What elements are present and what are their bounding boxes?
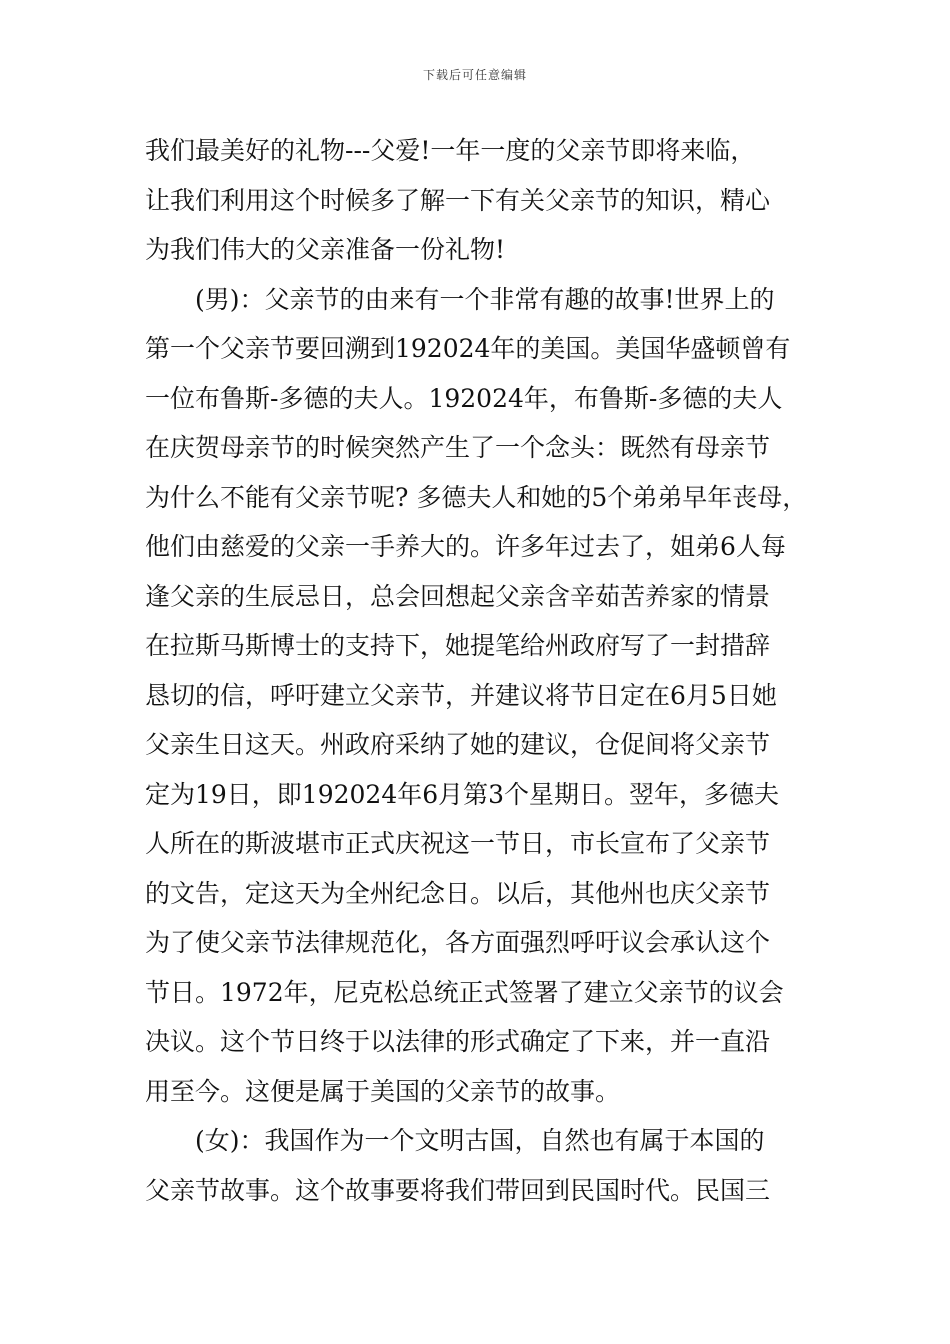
body-line: 一位布鲁斯-多德的夫人。192024年，布鲁斯-多德的夫人 <box>145 383 783 413</box>
body-line: 第一个父亲节要回溯到192024年的美国。美国华盛顿曾有 <box>145 334 791 363</box>
body-line: 为我们伟大的父亲准备一份礼物! <box>145 235 506 264</box>
body-line: 恳切的信，呼吁建立父亲节，并建议将节日定在6月5日她 <box>145 680 777 710</box>
body-line: 父亲节故事。这个故事要将我们带回到民国时代。民国三 <box>145 1175 771 1205</box>
body-line: 父亲生日这天。州政府采纳了她的建议，仓促间将父亲节 <box>145 730 771 759</box>
body-line: 节日。1972年，尼克松总统正式签署了建立父亲节的议会 <box>145 977 784 1007</box>
page-header-note: 下载后可任意编辑 <box>422 68 527 82</box>
body-line: 我们最美好的礼物---父爱!一年一度的父亲节即将来临， <box>145 136 756 165</box>
body-line: 为什么不能有父亲节呢? 多德夫人和她的5个弟弟早年丧母， <box>145 482 808 512</box>
body-line: 定为19日，即192024年6月第3个星期日。翌年，多德夫 <box>145 779 780 809</box>
body-line: 他们由慈爱的父亲一手养大的。许多年过去了，姐弟6人每 <box>145 532 786 561</box>
body-line: 让我们利用这个时候多了解一下有关父亲节的知识，精心 <box>145 185 771 215</box>
body-line: 人所在的斯波堪市正式庆祝这一节日，市长宣布了父亲节 <box>145 829 771 858</box>
body-line: 的文告，定这天为全州纪念日。以后，其他州也庆父亲节 <box>145 878 771 908</box>
body-line: 在拉斯马斯博士的支持下，她提笔给州政府写了一封措辞 <box>145 631 771 660</box>
body-line: 在庆贺母亲节的时候突然产生了一个念头：既然有母亲节 <box>145 433 771 462</box>
body-line: 用至今。这便是属于美国的父亲节的故事。 <box>145 1076 621 1106</box>
paragraph-start-line: (男)：父亲节的由来有一个非常有趣的故事!世界上的 <box>195 284 775 314</box>
paragraph-start-line: (女)：我国作为一个文明古国，自然也有属于本国的 <box>195 1126 765 1155</box>
body-line: 为了使父亲节法律规范化，各方面强烈呼吁议会承认这个 <box>145 928 771 957</box>
document-body <box>145 126 825 1215</box>
body-line: 决议。这个节日终于以法律的形式确定了下来，并一直沿 <box>145 1027 771 1056</box>
body-line: 逢父亲的生辰忌日，总会回想起父亲含辛茹苦养家的情景 <box>145 581 771 611</box>
